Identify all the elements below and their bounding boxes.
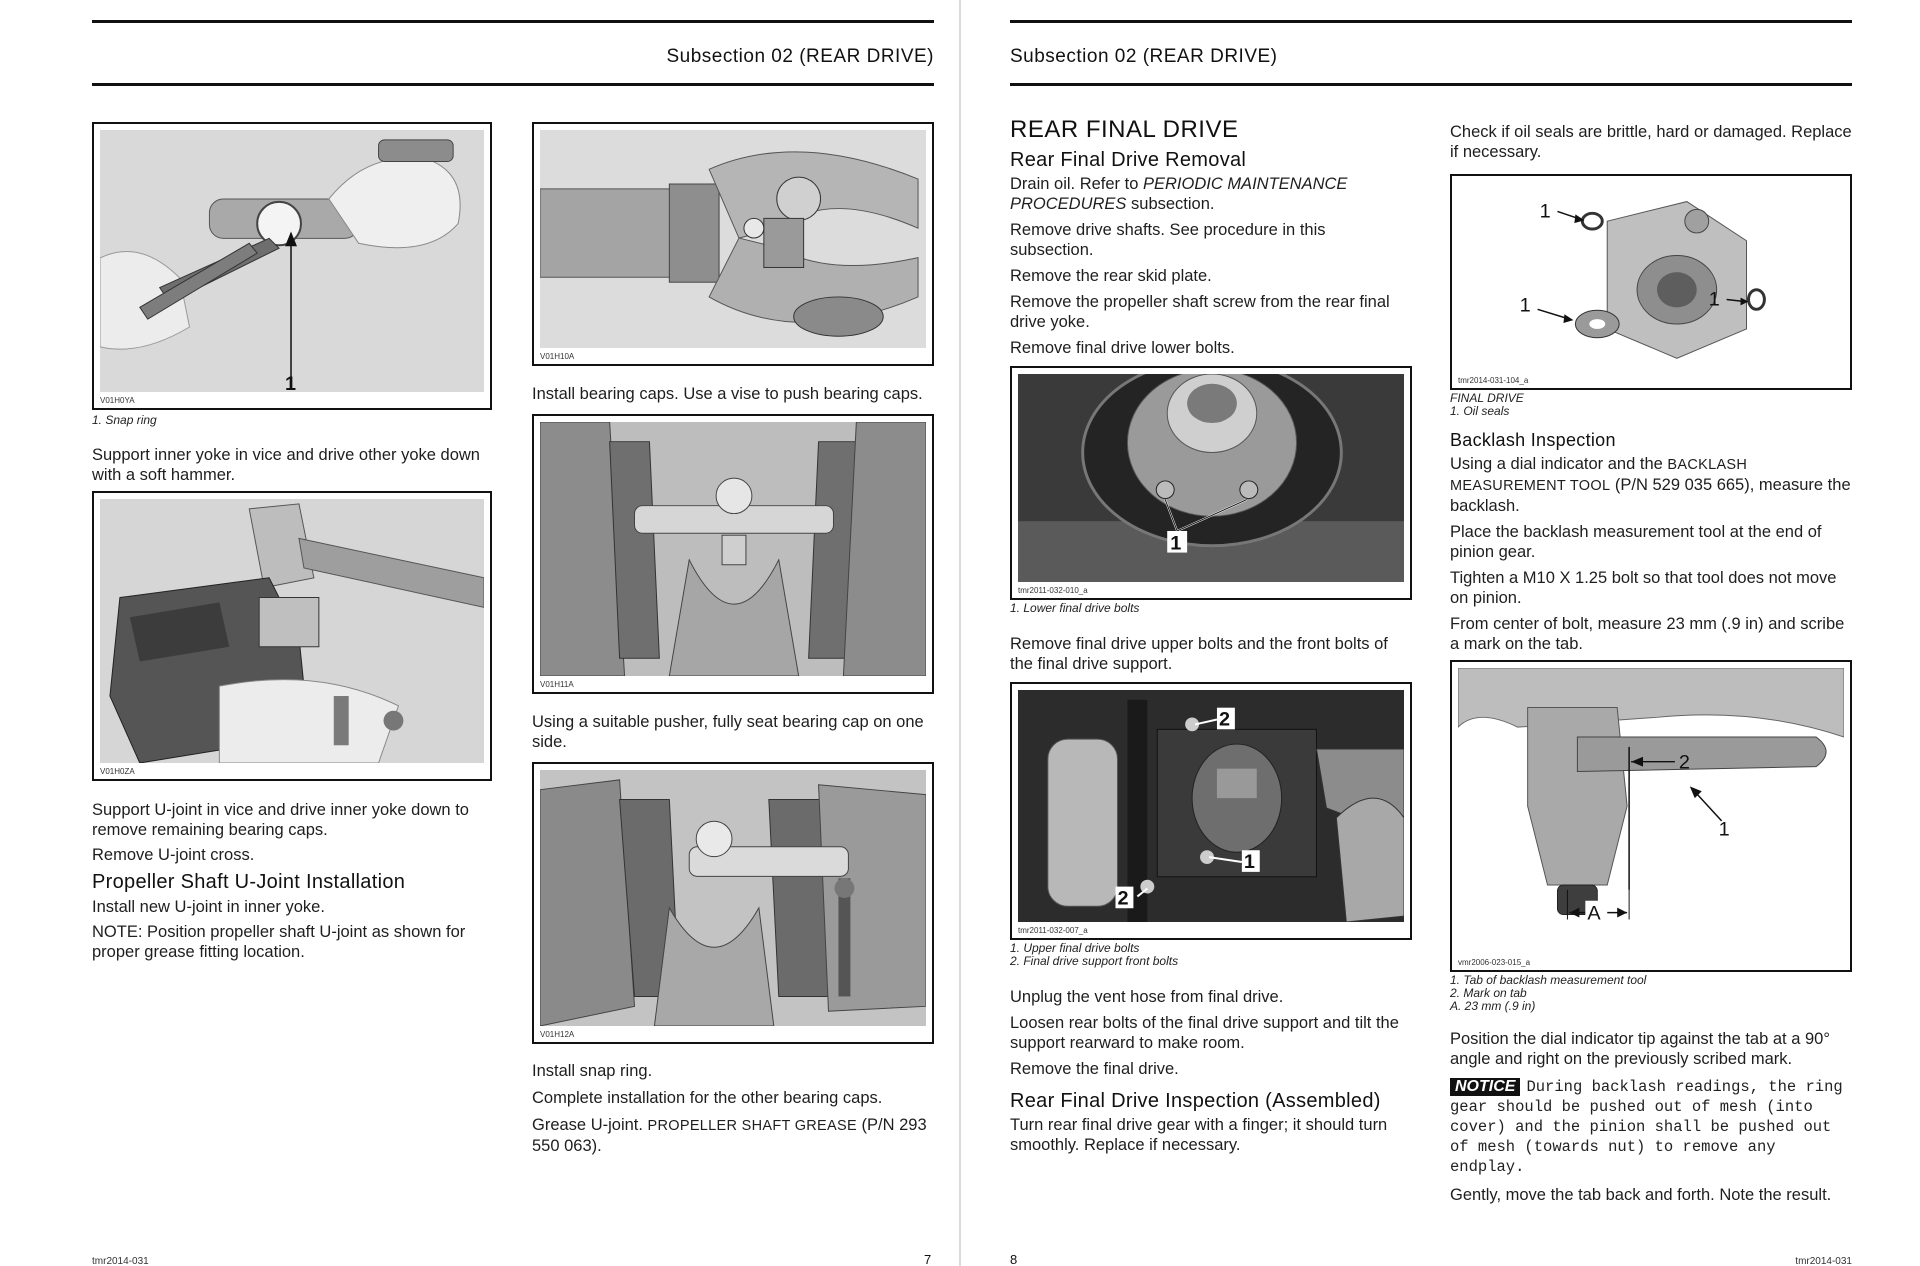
figure-id: V01H11A (540, 680, 574, 689)
paragraph: Install new U-joint in inner yoke. (92, 898, 325, 916)
notice-block (1450, 1077, 1852, 1177)
text: Using a dial indicator and the (1450, 455, 1668, 473)
paragraph: Support inner yoke in vice and drive other yoke down with a soft hammer. (92, 446, 480, 484)
text: Grease U-joint. (532, 1116, 648, 1134)
paragraph: Unplug the vent hose from final drive. (1010, 988, 1284, 1006)
tool-name: BACKLASH MEASUREMENT TOOL (1450, 457, 1748, 494)
callout-2: 2 (1678, 751, 1690, 774)
figure-caption: 1. Oil seals (1450, 404, 1510, 418)
footer-code: tmr2014-031 (92, 1256, 149, 1266)
text: (P/N 529 035 665), measure the backlash. (1450, 476, 1851, 515)
callout-1: 1 (1519, 294, 1531, 317)
photo-hammer-vise (100, 499, 484, 763)
figure-id: V01H12A (540, 1030, 575, 1039)
figure-snap-ring-install (532, 762, 934, 1044)
reference-link-text: PERIODIC MAINTENANCE PROCEDURES (1010, 175, 1348, 213)
photo-snap-ring-install (540, 770, 926, 1026)
right-page (960, 0, 1920, 1266)
figure-title: FINAL DRIVE (1450, 391, 1524, 405)
callout-2: 2 (1218, 708, 1231, 731)
paragraph: Remove final drive lower bolts. (1010, 339, 1235, 357)
note-paragraph (92, 922, 492, 962)
photo-snap-ring-pliers (100, 130, 484, 392)
section-heading: Propeller Shaft U-Joint Installation (92, 871, 406, 893)
notice-text: During backlash readings, the ring gear should be pushed out of mesh (into cover) and the pinion shall be pushed out of mesh (towards nut) to remove any endplay. (1450, 1078, 1843, 1176)
page-header: Subsection 02 (REAR DRIVE) (666, 46, 934, 67)
photo-vise-ujoint (540, 422, 926, 676)
photo-final-drive-oil-seals (1458, 182, 1844, 372)
callout-1: 1 (1243, 851, 1255, 873)
figure-hammer-vise (92, 491, 492, 781)
paragraph: From center of bolt, measure 23 mm (.9 in) and scribe a mark on the tab. (1450, 615, 1845, 653)
right-column-1 (1010, 116, 1412, 1161)
left-column-2 (532, 122, 934, 1162)
paragraph (1450, 454, 1852, 516)
photo-upper-bolts (1018, 690, 1404, 922)
figure-id: tmr2014-031-104_a (1458, 376, 1529, 385)
paragraph: Turn rear final drive gear with a finger; it should turn smoothly. Replace if necessary. (1010, 1116, 1388, 1154)
figure-caption: A. 23 mm (.9 in) (1450, 999, 1536, 1013)
photo-backlash-tool (1458, 668, 1844, 954)
figure-upper-bolts (1010, 682, 1412, 940)
note-text: Position propeller shaft U-joint as shown for proper grease fitting location. (92, 923, 466, 961)
paragraph: Install snap ring. (532, 1062, 653, 1080)
page-number: 7 (924, 1252, 932, 1266)
figure-id: tmr2011-032-007_a (1018, 926, 1088, 935)
footer-code: tmr2014-031 (1795, 1256, 1852, 1266)
figure-caption: 1. Tab of backlash measurement tool (1450, 973, 1647, 987)
callout-1: 1 (285, 373, 297, 392)
right-column-2 (1450, 122, 1852, 1211)
top-rule (1010, 20, 1852, 23)
paragraph: Remove drive shafts. See procedure in this subsection. (1010, 221, 1326, 259)
figure-backlash-tool (1450, 660, 1852, 972)
figure-caption: 1. Upper final drive bolts (1010, 941, 1140, 955)
photo-yoke-bearing (540, 130, 926, 348)
paragraph: Remove the propeller shaft screw from the rear final drive yoke. (1010, 293, 1390, 331)
section-heading: Rear Final Drive Inspection (Assembled) (1010, 1090, 1381, 1112)
figure-snap-ring (92, 122, 492, 410)
callout-1: 1 (1539, 200, 1551, 223)
callout-1: 1 (1170, 532, 1182, 555)
photo-lower-bolts (1018, 374, 1404, 582)
paragraph: Loosen rear bolts of the final drive support and tilt the support rearward to make room. (1010, 1014, 1399, 1052)
paragraph: Complete installation for the other bearing caps. (532, 1089, 883, 1107)
page-number: 8 (1010, 1252, 1018, 1266)
figure-id: V01H0ZA (100, 767, 135, 776)
header-rule (1010, 83, 1852, 86)
callout-A: A (1587, 902, 1601, 925)
figure-caption: 1. Snap ring (92, 413, 157, 427)
figure-caption: 1. Lower final drive bolts (1010, 601, 1140, 615)
paragraph: Using a suitable pusher, fully seat bearing cap on one side. (532, 713, 924, 751)
section-heading: Rear Final Drive Removal (1010, 149, 1247, 171)
top-rule (92, 20, 934, 23)
paragraph: Remove the rear skid plate. (1010, 267, 1212, 285)
figure-id: vmr2006-023-015_a (1458, 958, 1531, 967)
page-header: Subsection 02 (REAR DRIVE) (1010, 46, 1278, 67)
figure-lower-bolts (1010, 366, 1412, 600)
paragraph: Remove final drive upper bolts and the front bolts of the final drive support. (1010, 635, 1388, 673)
figure-id: V01H0YA (100, 396, 135, 405)
header-rule (92, 83, 934, 86)
paragraph: Remove the final drive. (1010, 1060, 1179, 1078)
section-heading: Backlash Inspection (1450, 430, 1616, 450)
figure-vise-ujoint (532, 414, 934, 694)
paragraph: Tighten a M10 X 1.25 bolt so that tool does not move on pinion. (1450, 569, 1837, 607)
figure-yoke-bearing (532, 122, 934, 366)
figure-id: tmr2011-032-010_a (1018, 586, 1088, 595)
figure-caption: 2. Mark on tab (1450, 986, 1527, 1000)
section-title: REAR FINAL DRIVE (1010, 116, 1239, 143)
paragraph (1010, 174, 1412, 214)
paragraph: Check if oil seals are brittle, hard or damaged. Replace if necessary. (1450, 123, 1852, 161)
paragraph: Place the backlash measurement tool at the end of pinion gear. (1450, 523, 1822, 561)
paragraph: Install bearing caps. Use a vise to push bearing caps. (532, 385, 923, 403)
text: Drain oil. Refer to (1010, 175, 1143, 193)
text: (P/N 293 550 063). (532, 1116, 927, 1155)
paragraph: Support U-joint in vice and drive inner yoke down to remove remaining bearing caps. (92, 801, 469, 839)
paragraph (532, 1115, 934, 1156)
paragraph: Position the dial indicator tip against the tab at a 90° angle and right on the previously scribed mark. (1450, 1030, 1830, 1068)
figure-id: V01H10A (540, 352, 575, 361)
note-label: NOTE: (92, 923, 143, 941)
notice-badge: NOTICE (1450, 1078, 1520, 1096)
product-name: PROPELLER SHAFT GREASE (647, 1118, 857, 1134)
figure-oil-seals (1450, 174, 1852, 390)
paragraph: Gently, move the tab back and forth. Note the result. (1450, 1186, 1832, 1204)
paragraph: Remove U-joint cross. (92, 846, 255, 864)
callout-1: 1 (1718, 818, 1730, 841)
callout-1: 1 (1708, 288, 1720, 311)
callout-2: 2 (1117, 887, 1129, 910)
text: subsection. (1126, 195, 1215, 213)
figure-caption: 2. Final drive support front bolts (1010, 954, 1179, 968)
left-column-1 (92, 122, 492, 968)
